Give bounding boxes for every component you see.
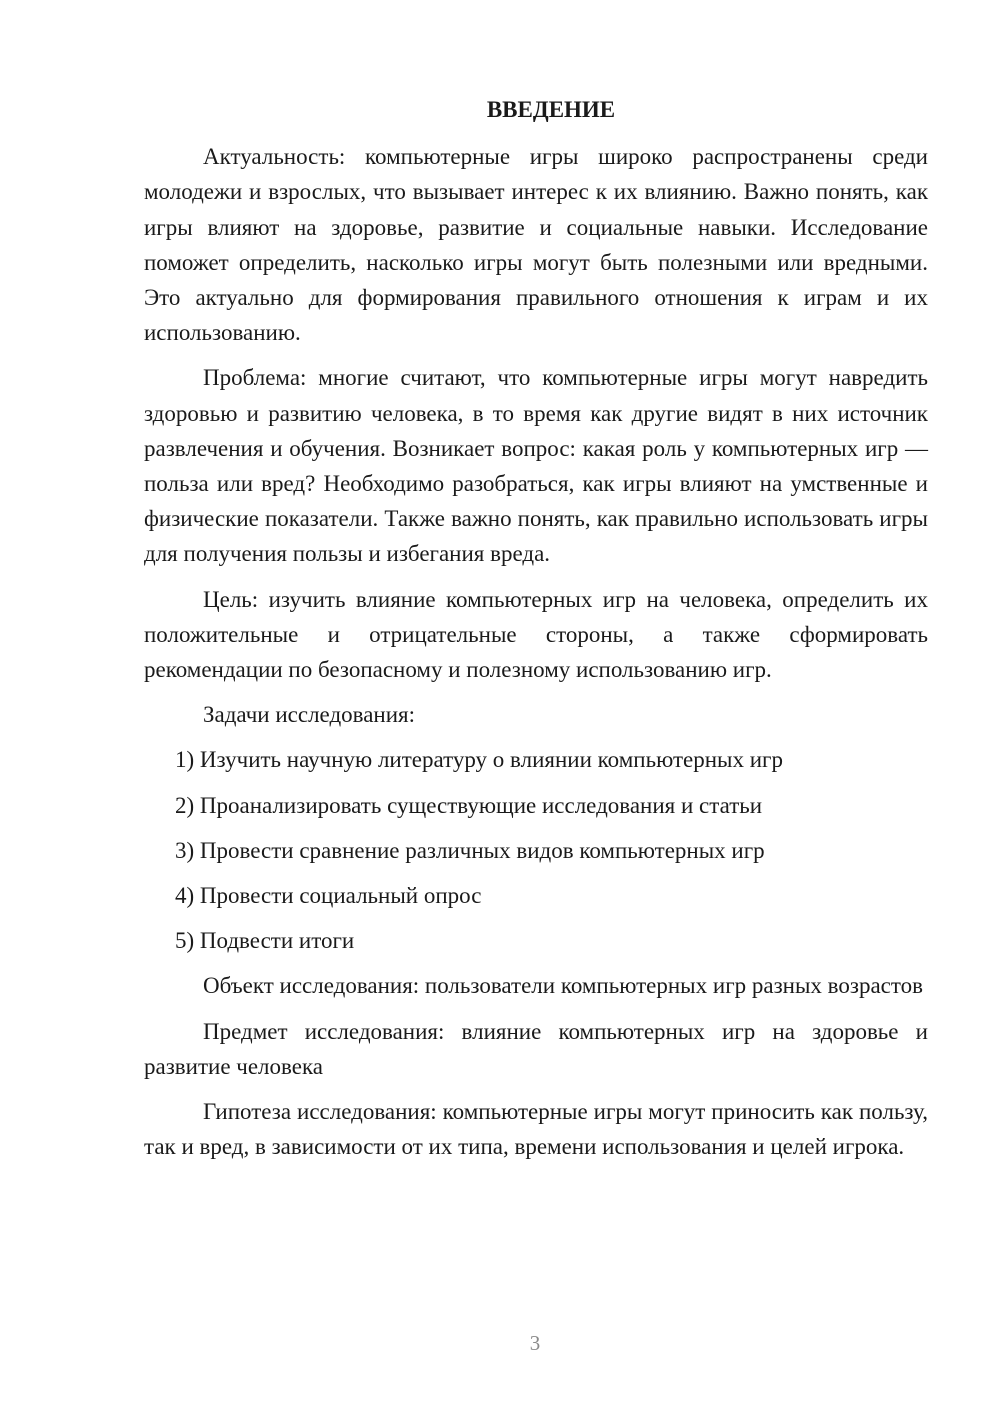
task-list [144, 742, 928, 958]
subject-paragraph: Предмет исследования: влияние компьютерных игр на здоровье и развитие человека [144, 1018, 928, 1079]
object-paragraph: Объект исследования: пользователи компьютерных игр разных возрастов [203, 973, 923, 999]
task-item: 3) Провести сравнение различных видов компьютерных игр [175, 837, 765, 863]
task-item: 4) Провести социальный опрос [175, 883, 482, 909]
task-item: 1) Изучить научную литературу о влиянии компьютерных игр [175, 747, 783, 773]
goal-paragraph: Цель: изучить влияние компьютерных игр на человека, определить их положительные и отрицательные стороны, а также сформировать рекомендации по безопасному и полезному использованию игр. [144, 586, 928, 683]
document-title: ВВЕДЕНИЕ [486, 97, 616, 122]
hypothesis-paragraph: Гипотеза исследования: компьютерные игры могут приносить как пользу, так и вред, в зависимости от их типа, времени использования и целей игрока. [144, 1099, 928, 1160]
relevance-paragraph: Актуальность: компьютерные игры широко распространены среди молодежи и взрослых, что вызывает интерес к их влиянию. Важно понять, как игры влияют на здоровье, развитие и социальные навыки. Исследование поможет определить, насколько игры могут быть полезными или вредными. Это актуально для формирования правильного отношения к играм и их использованию. [144, 144, 928, 346]
document-body [144, 92, 928, 1174]
tasks-heading: Задачи исследования: [203, 702, 416, 728]
problem-paragraph: Проблема: многие считают, что компьютерные игры могут навредить здоровью и развитию человека, в то время как другие видят в них источник развлечения и обучения. Возникает вопрос: какая роль у компьютерных игр — польза или вред? Необходимо разобраться, как игры влияют на умственные и физические показатели. Также важно понять, как правильно использовать игры для получения пользы и избегания вреда. [144, 365, 928, 567]
task-item: 2) Проанализировать существующие исследования и статьи [175, 792, 763, 818]
page-number: 3 [529, 1331, 541, 1355]
task-item: 5) Подвести итоги [175, 928, 355, 954]
